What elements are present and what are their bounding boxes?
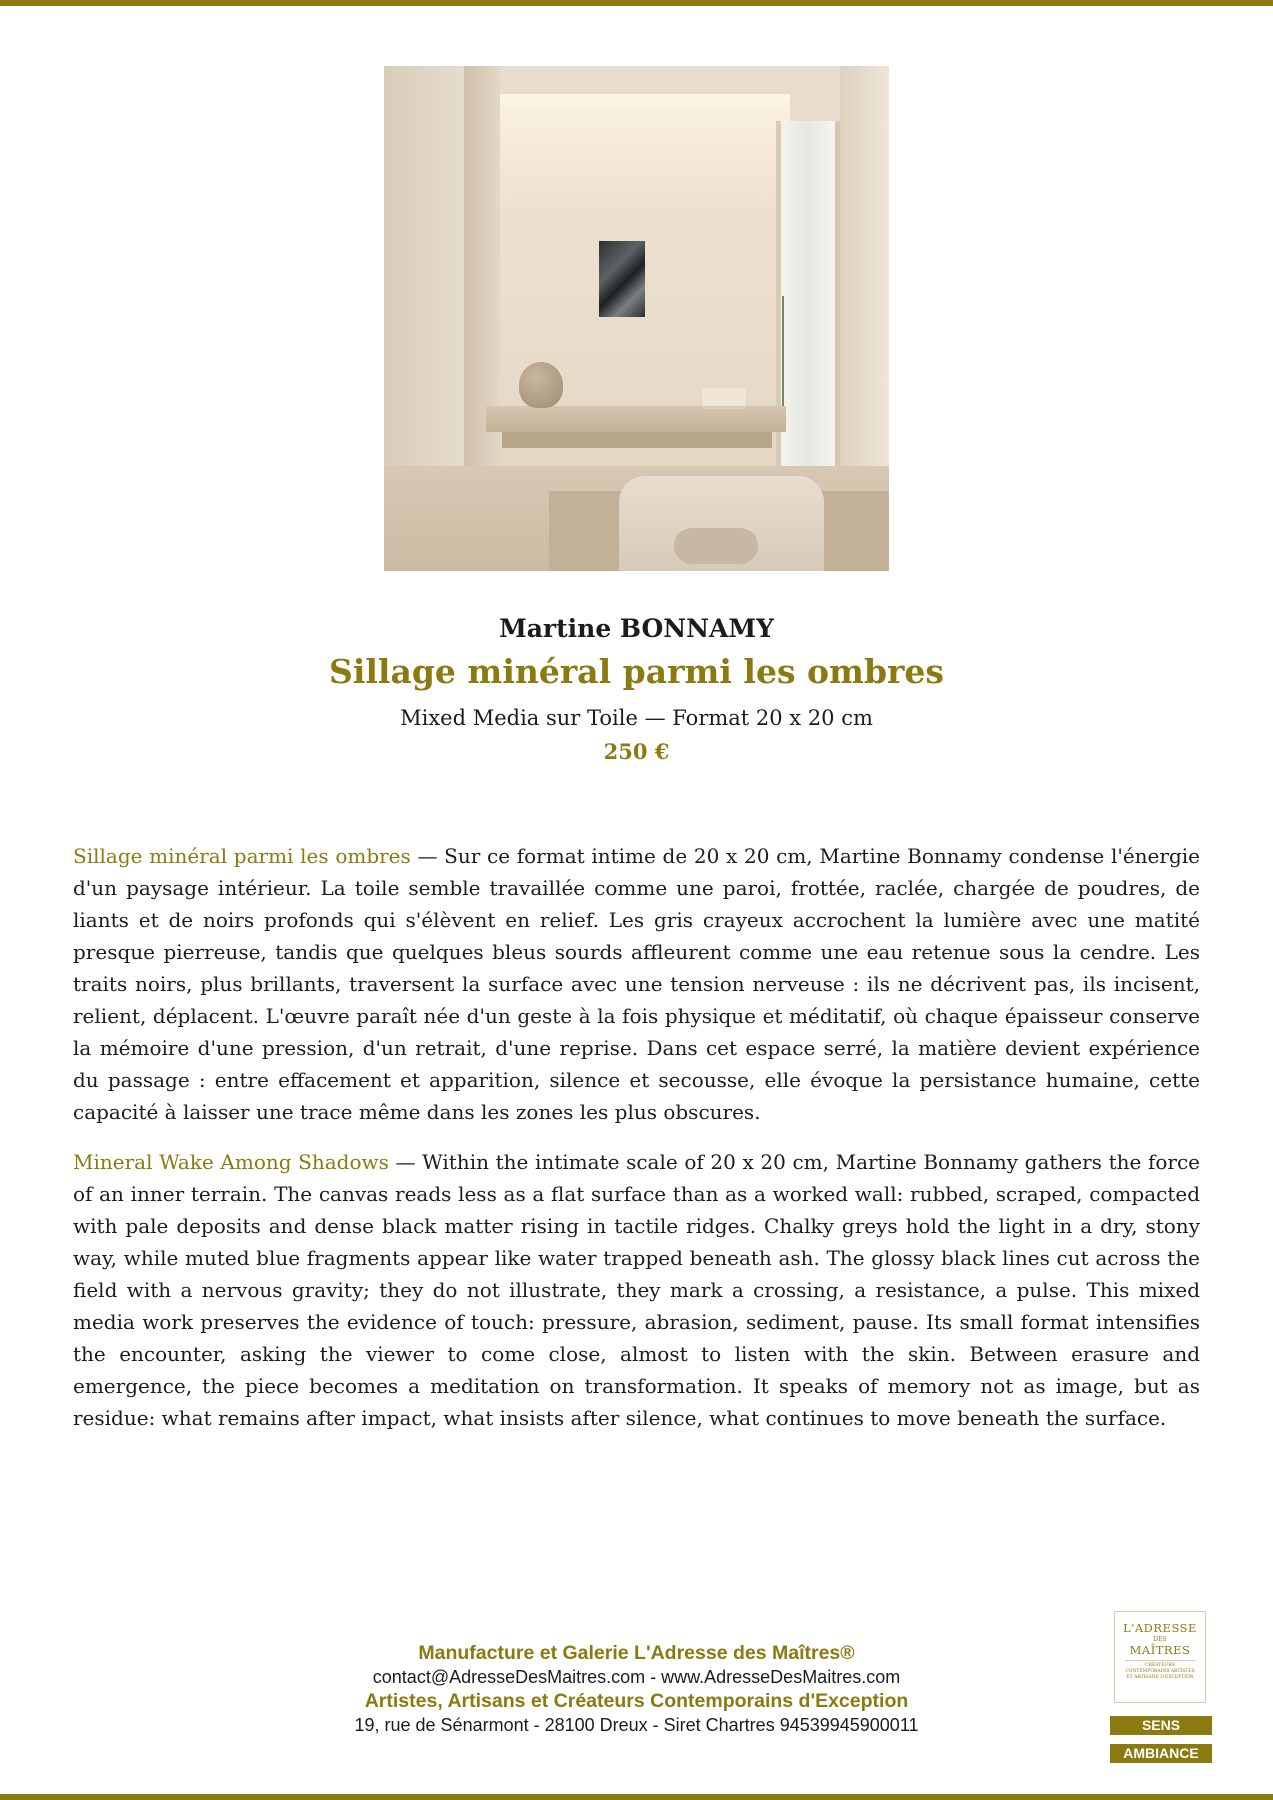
- artwork-title: Sillage minéral parmi les ombres: [329, 652, 944, 691]
- tag-ambiance: AMBIANCE: [1110, 1744, 1212, 1763]
- footer-address: 19, rue de Sénarmont - 28100 Dreux - Siret Chartres 94539945900011: [354, 1715, 919, 1735]
- description-french: [73, 840, 1200, 1128]
- footer: [300, 1641, 973, 1737]
- description-english: [73, 1146, 1200, 1434]
- stone-shelf: [486, 406, 786, 432]
- artwork-canvas: [599, 241, 645, 317]
- artist-name: Martine BONNAMY: [499, 614, 774, 643]
- plant-stem: [782, 296, 824, 416]
- description-french-text: — Sur ce format intime de 20 x 20 cm, Martine Bonnamy condense l'énergie d'un paysage intérieur. La toile semble travaillée comme une paroi, frottée, raclée, chargée de poudres, de liants et de noirs profonds qui s'élèvent en relief. Les gris crayeux accrochent la lumière avec une matité presque pierreuse, tandis que quelques bleus sourds affleurent comme une eau retenue sous la cendre. Les traits noirs, plus brillants, traversent la surface avec une tension nerveuse : ils ne décrivent pas, ils incisent, relient, déplacent. L'œuvre paraît née d'un geste à la fois physique et méditatif, où chaque épaisseur conserve la mémoire d'une pression, d'un retrait, d'une reprise. Dans cet espace serré, la matière devient expérience du passage : entre effacement et apparition, silence et secousse, elle évoque la persistance humaine, cette capacité à laisser une trace même dans les zones les plus obscures.: [73, 844, 1200, 1124]
- logo-line-4: CRÉATEURS CONTEMPORAINS ARTISTES ET ARTISANS D'EXCEPTION: [1125, 1663, 1195, 1680]
- logo-line-3: MAÎTRES: [1129, 1643, 1191, 1657]
- artwork-room-photo: [384, 66, 889, 571]
- logo-line-1: L'ADRESSE: [1123, 1621, 1197, 1635]
- towels: [702, 388, 746, 409]
- logo-divider: [1125, 1660, 1195, 1661]
- vase: [519, 362, 563, 408]
- footer-tagline: Artistes, Artisans et Créateurs Contemporains d'Exception: [364, 1690, 909, 1712]
- pillow: [674, 528, 758, 564]
- top-border: [0, 0, 1273, 6]
- gallery-logo: [1114, 1611, 1206, 1703]
- bottom-border: [0, 1794, 1273, 1800]
- artwork-price: 250 €: [603, 739, 670, 764]
- artwork-medium: Mixed Media sur Toile — Format 20 x 20 cm: [400, 706, 873, 730]
- description-english-lead: Mineral Wake Among Shadows: [73, 1150, 389, 1174]
- footer-contact: contact@AdresseDesMaitres.com - www.AdresseDesMaitres.com: [372, 1667, 901, 1687]
- description-french-lead: Sillage minéral parmi les ombres: [73, 844, 411, 868]
- tag-sens: SENS: [1110, 1716, 1212, 1735]
- logo-line-2: DES: [1153, 1636, 1167, 1643]
- description-english-text: — Within the intimate scale of 20 x 20 cm, Martine Bonnamy gathers the force of an inner terrain. The canvas reads less as a flat surface than as a worked wall: rubbed, scraped, compacted with pale deposits and dense black matter rising in tactile ridges. Chalky greys hold the light in a dry, stony way, while muted blue fragments appear like water trapped beneath ash. The glossy black lines cut across the field with a nervous gravity; they do not illustrate, they mark a crossing, a resistance, a pulse. This mixed media work preserves the evidence of touch: pressure, abrasion, sediment, pause. Its small format intensifies the encounter, asking the viewer to come close, almost to listen with the skin. Between erasure and emergence, the piece becomes a meditation on transformation. It speaks of memory not as image, but as residue: what remains after impact, what insists after silence, what continues to move beneath the surface.: [73, 1150, 1200, 1430]
- footer-company: Manufacture et Galerie L'Adresse des Maîtres®: [418, 1642, 855, 1664]
